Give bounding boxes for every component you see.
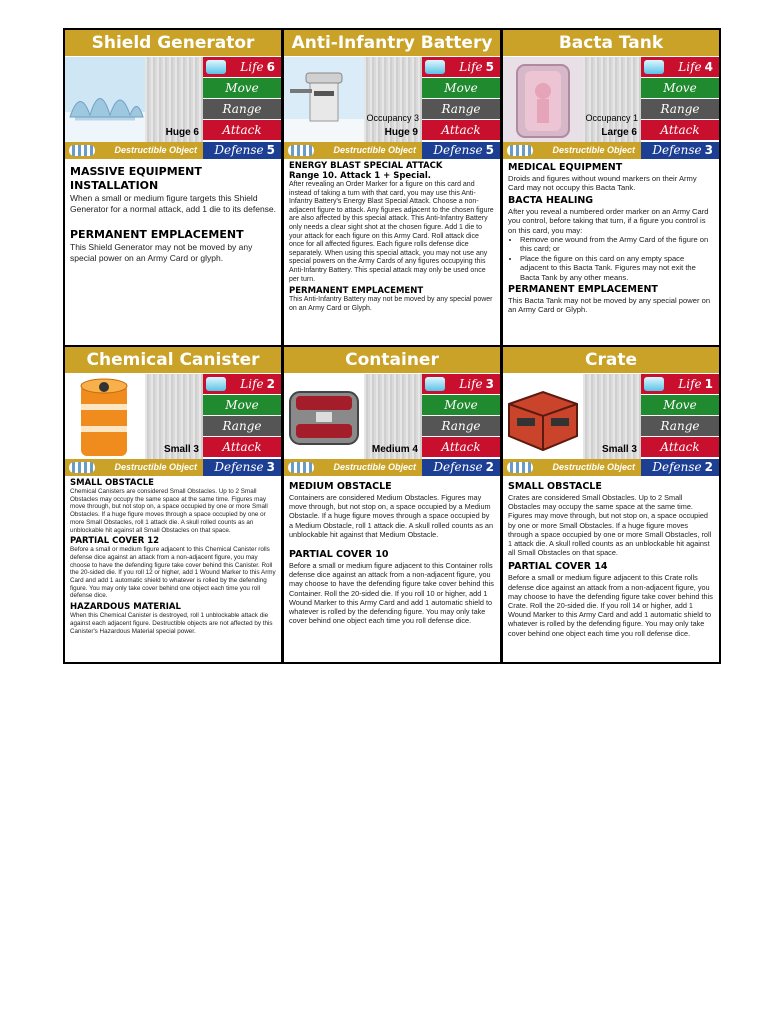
chemical-canister-image: [65, 374, 145, 459]
object-type-bar: Destructible Object: [65, 459, 203, 476]
defense-value: 5: [485, 143, 494, 157]
card-body: [289, 161, 495, 313]
defense-stat: Defense 5: [203, 142, 281, 159]
section-text: Before a small or medium figure adjacent to this Container rolls defense dice against an attack from a non-adjacent figure, you may choose to have the defending figure take cover behind this Container. Roll the 20-sided die. If you roll 10 or higher, add 1 Wound Marker to this Army Card and add 1 automatic shield to whatever is rolled by the defending figure. You may only take cover behind one object each time you roll defense dice.: [289, 561, 494, 626]
section-text: Before a small or medium figure adjacent to this Chemical Canister rolls defense dice against an attack from a non-adjacent figure, you may choose to have the defending figure take cover behind this Canister. Roll the 20-sided die. If you roll 12 or higher, add 1 Wound Marker to this Army Card and add 1 automatic shield to whatever is rolled by the defending figure. You may only take cover behind one object each time you roll defense dice.: [70, 546, 276, 600]
section-heading: PARTIAL COVER 10: [289, 549, 389, 561]
occupancy: Occupancy 1: [585, 113, 638, 123]
object-type-bar: Destructible Object: [503, 142, 641, 159]
section-heading: MASSIVE EQUIPMENT INSTALLATION: [70, 165, 202, 192]
life-vial-icon: [425, 377, 445, 391]
life-value: 6: [266, 60, 275, 74]
occupancy: Occupancy 3: [366, 113, 419, 123]
figure-size: Small 3: [601, 444, 637, 455]
attack-stat: Attack: [641, 437, 719, 457]
life-stat: Life 4: [641, 57, 719, 77]
shield-generator-image: [65, 57, 145, 142]
card-title: Anti-Infantry Battery: [284, 30, 500, 56]
defense-value: 2: [704, 460, 713, 474]
section-text: This Bacta Tank may not be moved by any special power on an Army Card or Glyph.: [508, 296, 711, 315]
section-text: Chemical Canisters are considered Small Obstacles. Up to 2 Small Obstacles may occupy the same space at the same time. Figures may move through, but not stop on, a space occupied by one or more Small Obstacles. If a huge figure moves through a space occupied by one or more Small Obstacles, roll 1 attack die. A skull rolled counts as an unblockable hit against all Small Obstacles on that space.: [70, 488, 268, 534]
range-stat: Range: [641, 416, 719, 436]
card-title: Bacta Tank: [503, 30, 719, 56]
figure-size: Small 3: [163, 444, 199, 455]
rings-icon: [507, 145, 533, 156]
range-stat: Range: [203, 416, 281, 436]
life-stat: Life 5: [422, 57, 500, 77]
rings-icon: [288, 462, 314, 473]
defense-value: 3: [266, 460, 275, 474]
attack-stat: Attack: [422, 437, 500, 457]
life-vial-icon: [206, 60, 226, 74]
section-heading: SMALL OBSTACLE: [508, 481, 602, 492]
life-stat: Life 2: [203, 374, 281, 394]
section-text: Containers are considered Medium Obstacles. Figures may move through, but not stop on, a space occupied by a Medium Obstacle. If a huge figure moves through a space occupied by a Medium Obstacle, roll 1 attack die. A skull rolled counts as an unblockable hit against that Medium Obstacle.: [289, 493, 494, 539]
card-crate[interactable]: [503, 347, 719, 662]
card-container[interactable]: [284, 347, 500, 662]
life-stat: Life 6: [203, 57, 281, 77]
card-sheet: [63, 28, 721, 664]
life-vial-icon: [644, 60, 664, 74]
section-text: After you reveal a numbered order marker on an Army Card you control, before taking that turn, if a figure you control is on this card, you may: • Remove one wound from the Army Card of the figure on this card; or • Place the figure on this card on any empty space adjacent to this Bacta Tank. Figures may not exit the Bacta Tank by any other means.: [508, 207, 714, 282]
section-heading: MEDIUM OBSTACLE: [289, 481, 392, 492]
section-heading: HAZARDOUS MATERIAL: [70, 602, 181, 613]
card-title: Crate: [503, 347, 719, 373]
defense-value: 5: [266, 143, 275, 157]
object-type-bar: Destructible Object: [65, 142, 203, 159]
section-text: Crates are considered Small Obstacles. Up to 2 Small Obstacles may occupy the same space at the same time. Figures may move through, but not stop on, a space occupied by one or more Small Obstacles. If a huge figure moves through a space occupied by one or more Small Obstacles, roll 1 attack die. A skull rolled counts as an unblockable hit against all Small Obstacles on that space.: [508, 493, 712, 558]
range-stat: Range: [422, 416, 500, 436]
section-text: This Anti-Infantry Battery may not be moved by any special power on an Army Card or Glyph.: [289, 296, 493, 312]
move-stat: Move: [422, 395, 500, 415]
section-text: After revealing an Order Marker for a figure on this card and instead of taking a turn with that card, you may use this Anti-Infantry Battery's Energy Blast Special Attack. Choose a non-adjacent figure to attack. Any figures adjacent to the chosen figure are also affected by this special attack. This Anti-Infantry Battery only needs a clear sight shot at the chosen figure. Add 1 die to your attack for each figure on this Army Card. Roll attack dice once for all affected figures. Each figure rolls defense dice separately. When using this special attack, you may not use any special powers on the Army Cards of any figures occupying this Anti-Infantry Battery. This special attack may only be used once per turn.: [289, 181, 494, 283]
object-type-bar: Destructible Object: [503, 459, 641, 476]
section-heading: PERMANENT EMPLACEMENT: [289, 286, 424, 297]
list-item: • Remove one wound from the Army Card of the figure on this card; or: [520, 235, 714, 254]
card-body: [70, 478, 276, 635]
move-stat: Move: [203, 395, 281, 415]
container-image: [284, 374, 364, 459]
card-body: [508, 162, 714, 315]
life-value: 2: [266, 377, 275, 391]
life-vial-icon: [206, 377, 226, 391]
life-value: 3: [485, 377, 494, 391]
move-stat: Move: [641, 395, 719, 415]
section-text: Before a small or medium figure adjacent to this Crate rolls defense dice against an attack from a non-adjacent figure, you may choose to have the defending figure take cover behind this Crate. Roll the 20-sided die. If you roll 14 or higher, add 1 Wound Marker to this Army Card and add 1 automatic shield to whatever is rolled by the defending figure. You may only take cover behind one object each time you roll defense dice.: [508, 573, 713, 638]
attack-stat: Attack: [422, 120, 500, 140]
card-shield-generator[interactable]: [65, 30, 281, 345]
section-text: When a small or medium figure targets this Shield Generator for a normal attack, add 1 die to its defense.: [70, 193, 277, 214]
crate-image: [503, 374, 583, 459]
card-title: Shield Generator: [65, 30, 281, 56]
life-vial-icon: [644, 377, 664, 391]
card-chemical-canister[interactable]: [65, 347, 281, 662]
defense-stat: Defense 3: [203, 459, 281, 476]
rings-icon: [69, 145, 95, 156]
rings-icon: [507, 462, 533, 473]
anti-infantry-battery-image: [284, 57, 364, 142]
card-title: Chemical Canister: [65, 347, 281, 373]
card-title: Container: [284, 347, 500, 373]
move-stat: Move: [641, 78, 719, 98]
defense-stat: Defense 2: [641, 459, 719, 476]
section-heading: PERMANENT EMPLACEMENT: [508, 284, 658, 296]
move-stat: Move: [203, 78, 281, 98]
section-heading: SMALL OBSTACLE: [70, 478, 154, 488]
rings-icon: [288, 145, 314, 156]
bacta-tank-image: [503, 57, 583, 142]
defense-stat: Defense 2: [422, 459, 500, 476]
defense-value: 2: [485, 460, 494, 474]
card-anti-infantry-battery[interactable]: [284, 30, 500, 345]
attack-stat: Attack: [641, 120, 719, 140]
section-text: This Shield Generator may not be moved by any special power on an Army Card or glyph.: [70, 242, 253, 263]
card-body: [508, 481, 714, 638]
section-subheading: Range 10. Attack 1 + Special.: [289, 171, 432, 181]
life-value: 4: [704, 60, 713, 74]
list-item: • Place the figure on this card on any empty space adjacent to this Bacta Tank. Figures may not exit the Bacta Tank by any other means.: [520, 254, 714, 282]
range-stat: Range: [422, 99, 500, 119]
figure-size: Medium 4: [371, 444, 418, 455]
section-heading: PERMANENT EMPLACEMENT: [70, 228, 244, 241]
life-vial-icon: [425, 60, 445, 74]
card-bacta-tank[interactable]: [503, 30, 719, 345]
card-body: [70, 163, 276, 263]
card-body: [289, 481, 495, 625]
life-stat: Life 3: [422, 374, 500, 394]
range-stat: Range: [203, 99, 281, 119]
range-stat: Range: [641, 99, 719, 119]
figure-size: Large 6: [601, 127, 637, 138]
section-heading: PARTIAL COVER 12: [70, 536, 160, 547]
section-heading: BACTA HEALING: [508, 194, 594, 206]
attack-stat: Attack: [203, 120, 281, 140]
figure-size: Huge 9: [384, 127, 418, 138]
object-type-bar: Destructible Object: [284, 142, 422, 159]
section-heading: MEDICAL EQUIPMENT: [508, 162, 623, 173]
section-text: When this Chemical Canister is destroyed, roll 1 unblockable attack die against each adjacent figure. Destructible objects are not affected by this Canister's Hazardous Material special power.: [70, 612, 273, 635]
object-type-bar: Destructible Object: [284, 459, 422, 476]
section-text: Droids and figures without wound markers on their Army Card may not occupy this Bacta Tank.: [508, 174, 697, 193]
attack-stat: Attack: [203, 437, 281, 457]
move-stat: Move: [422, 78, 500, 98]
section-heading: ENERGY BLAST SPECIAL ATTACK: [289, 161, 443, 171]
life-value: 5: [485, 60, 494, 74]
defense-stat: Defense 5: [422, 142, 500, 159]
section-heading: PARTIAL COVER 14: [508, 561, 608, 573]
figure-size: Huge 6: [165, 127, 199, 138]
rings-icon: [69, 462, 95, 473]
defense-stat: Defense 3: [641, 142, 719, 159]
life-value: 1: [704, 377, 713, 391]
life-stat: Life 1: [641, 374, 719, 394]
defense-value: 3: [704, 143, 713, 157]
